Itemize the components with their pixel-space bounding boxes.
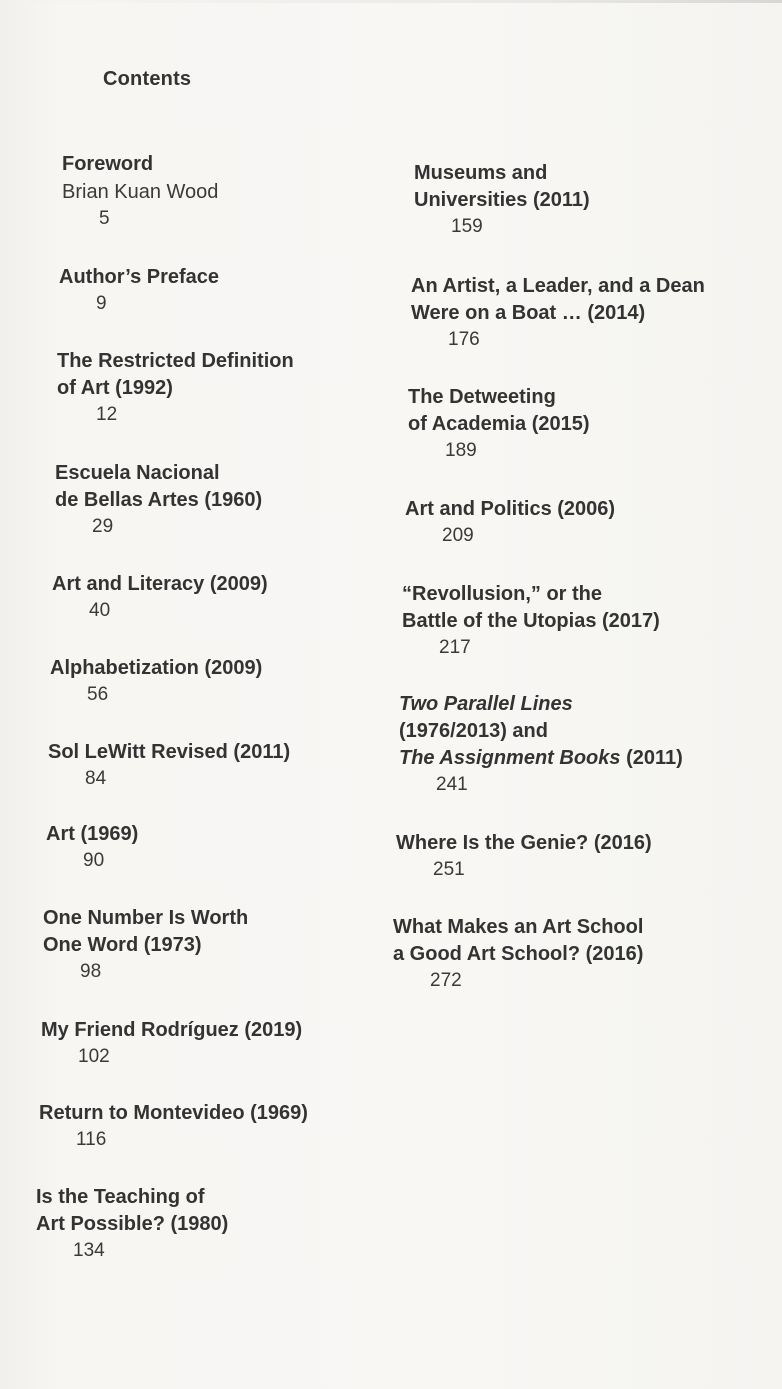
toc-entry-title-line-2: (1976/2013) and [399, 720, 548, 742]
toc-entry-page: 40 [89, 600, 111, 621]
toc-entry-title-line-2: Battle of the Utopias (2017) [402, 610, 660, 632]
toc-entry-title-line-2: Universities (2011) [414, 189, 590, 211]
toc-entry-title-line-1: Museums and [414, 162, 548, 184]
toc-entry-title-line-1: “Revollusion,” or the [402, 583, 603, 605]
toc-entry-where-is-the-genie [396, 830, 652, 882]
toc-entry-page: 189 [445, 440, 477, 461]
toc-entry-title: Alphabetization (2009) [50, 657, 263, 679]
toc-entry-title-line-1: The Detweeting [408, 386, 556, 408]
toc-entry-title: Return to Montevideo (1969) [39, 1102, 308, 1124]
toc-entry-page: 12 [96, 404, 118, 425]
toc-entry-page: 159 [451, 216, 483, 237]
toc-entry-title-line-1: One Number Is Worth [43, 907, 249, 929]
toc-entry-page: 116 [76, 1129, 107, 1150]
toc-entry-title-line-1: Escuela Nacional [55, 462, 220, 484]
toc-entry-sol-lewitt [48, 739, 290, 791]
toc-entry-title: Art (1969) [46, 823, 139, 845]
toc-entry-title-italic-part: The Assignment Books [399, 747, 621, 769]
contents-heading: Contents [103, 68, 192, 90]
toc-entry-title-line-2: One Word (1973) [43, 934, 202, 956]
toc-entry-title-year-part: (2011) [620, 747, 683, 769]
toc-entry-page: 176 [448, 329, 480, 350]
toc-entry-page: 29 [92, 516, 114, 537]
toc-entry-page: 9 [96, 293, 107, 314]
toc-entry-foreword [62, 151, 218, 231]
toc-entry-title: Foreword [62, 153, 154, 175]
toc-entry-title-line-1: An Artist, a Leader, and a Dean [411, 275, 705, 297]
toc-entry-restricted-definition [57, 348, 294, 427]
toc-entry-page: 98 [80, 961, 102, 982]
toc-entry-revollusion [402, 581, 660, 660]
toc-entry-page: 5 [99, 208, 110, 229]
toc-entry-one-number [43, 905, 248, 984]
toc-entry-page: 90 [83, 850, 105, 871]
page-top-edge [0, 0, 782, 3]
toc-entry-art-and-literacy [52, 571, 268, 623]
toc-entry-title-line-1: Two Parallel Lines [399, 693, 573, 715]
toc-entry-authors-preface [59, 264, 219, 316]
toc-entry-author: Brian Kuan Wood [62, 181, 219, 203]
toc-entry-teaching-of-art [36, 1184, 228, 1263]
toc-entry-title: My Friend Rodríguez (2019) [41, 1019, 303, 1041]
toc-entry-page: 84 [85, 768, 107, 789]
toc-entry-title: Sol LeWitt Revised (2011) [48, 741, 291, 763]
toc-entry-return-to-montevideo [39, 1100, 308, 1152]
toc-entry-page: 56 [87, 684, 109, 705]
toc-entry-page: 251 [433, 859, 465, 880]
toc-entry-title-line-2: Were on a Boat … (2014) [411, 302, 646, 324]
toc-entry-title-line-2: of Art (1992) [57, 377, 173, 399]
toc-entry-page: 134 [73, 1240, 105, 1261]
toc-entry-escuela-nacional [55, 460, 262, 539]
toc-entry-art-1969 [46, 821, 138, 873]
toc-entry-my-friend-rodriguez [41, 1017, 302, 1069]
toc-entry-artist-leader-dean [411, 273, 705, 352]
toc-entry-page: 241 [436, 774, 468, 795]
toc-entry-page: 209 [442, 525, 474, 546]
toc-entry-what-makes-an-art-school [393, 914, 643, 993]
toc-entry-title-line-2: of Academia (2015) [408, 413, 590, 435]
toc-entry-page: 217 [439, 637, 471, 658]
toc-entry-page: 272 [430, 970, 462, 991]
toc-entry-title: Art and Literacy (2009) [52, 573, 268, 595]
toc-entry-title: Author’s Preface [59, 266, 220, 288]
toc-entry-title-line-1: The Restricted Definition [57, 350, 294, 372]
toc-entry-title-line-1: Is the Teaching of [36, 1186, 205, 1208]
toc-entry-museums-and-universities [414, 160, 590, 239]
toc-entry-title-line-3 [399, 745, 683, 772]
toc-entry-art-and-politics [405, 496, 615, 548]
toc-entry-alphabetization [50, 655, 262, 707]
toc-entry-title: Where Is the Genie? (2016) [396, 832, 652, 854]
toc-entry-title-line-2: a Good Art School? (2016) [393, 943, 644, 965]
toc-entry-detweeting-of-academia [408, 384, 590, 463]
toc-entry-title: Art and Politics (2006) [405, 498, 616, 520]
toc-entry-two-parallel-lines [399, 691, 683, 797]
toc-entry-title-line-2: de Bellas Artes (1960) [55, 489, 263, 511]
toc-entry-page: 102 [78, 1046, 110, 1067]
toc-entry-title-line-2: Art Possible? (1980) [36, 1213, 229, 1235]
toc-entry-title-line-1: What Makes an Art School [393, 916, 644, 938]
